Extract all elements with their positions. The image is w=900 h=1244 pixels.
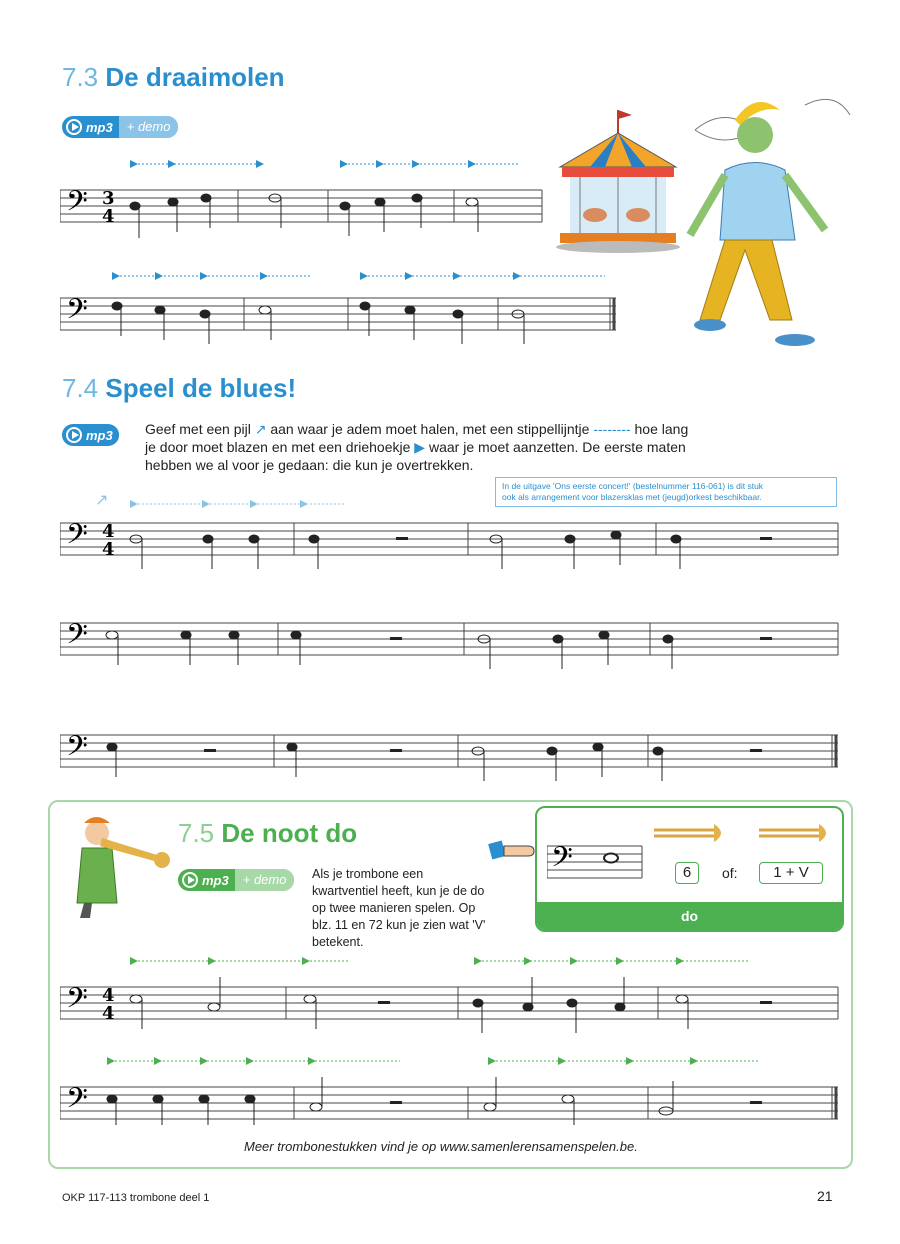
play-icon [66, 427, 82, 443]
dizzy-man-illustration [655, 75, 855, 360]
staff-7-3-line-2 [60, 260, 620, 345]
do-note-staff [547, 828, 647, 888]
svg-text:4: 4 [102, 539, 115, 560]
staff-7-5 [60, 945, 845, 1125]
section-7-5-title: 7.5 De noot do [178, 818, 358, 848]
trombone-player-illustration [62, 808, 172, 918]
svg-text:4: 4 [102, 1003, 115, 1024]
breath-arrow-icon: ↗ [254, 421, 267, 437]
section-7-4-title: 7.4 Speel de blues! [62, 373, 297, 403]
svg-text:4: 4 [102, 521, 115, 542]
trombone-position-icon [757, 816, 837, 846]
audio-badge-7-4[interactable]: mp3 [62, 424, 119, 446]
footer-publication: OKP 117-113 trombone deel 1 [62, 1192, 210, 1204]
audio-badge-7-3[interactable]: mp3 + demo [62, 116, 178, 138]
section-7-3-title: 7.3 De draaimolen [62, 62, 285, 92]
page-number: 21 [817, 1188, 833, 1204]
bass-clef-icon: 𝄢 [66, 293, 88, 333]
bass-clef-icon: 𝄢 [551, 841, 573, 881]
svg-text:↗: ↗ [95, 492, 109, 509]
audio-badge-7-5[interactable]: mp3 + demo [178, 869, 294, 891]
trombone-position-icon [652, 816, 732, 846]
more-pieces-link[interactable]: Meer trombonestukken vind je op www.samenlerensamenspelen.be. [244, 1139, 638, 1154]
bass-clef-icon: 𝄢 [66, 618, 88, 658]
triangle-icon: ▶ [414, 439, 426, 455]
do-explanation-text: Als je trombone een kwartventiel heeft, kun je de do op twee manieren spelen. Op blz. 11 en 72 kun je zien wat 'V' betekent. [312, 867, 486, 949]
svg-text:4: 4 [102, 985, 115, 1006]
or-label: of: [722, 865, 738, 881]
svg-text:3: 3 [102, 188, 115, 209]
note-box: In de uitgave 'Ons eerste concert!' (bestelnummer 116-061) is dit stuk ook als arrangement voor blazersklas met (jeugd)orkest beschikbaar. [495, 477, 837, 507]
bass-clef-icon: 𝄢 [66, 730, 88, 770]
bass-clef-icon: 𝄢 [66, 185, 88, 225]
svg-text:4: 4 [102, 206, 115, 227]
staff-7-3-line-1 [60, 150, 550, 240]
bass-clef-icon: 𝄢 [66, 518, 88, 558]
pointing-hand-icon [488, 836, 540, 868]
note-name-bar: do [537, 902, 842, 930]
instructions-text: Geef met een pijl ↗ aan waar je adem moet halen, met een stippellijntje -------- hoe lang je door moet blazen en met een driehoekje ▶ waar je moet aanzetten. De eerste maten hebben we al voor je gedaan: die kun je overtrekken. [145, 421, 689, 473]
position-number: 6 [675, 862, 699, 884]
bass-clef-icon: 𝄢 [66, 982, 88, 1022]
do-fingering-panel [535, 806, 844, 932]
position-number-alt: 1 + V [759, 862, 823, 884]
play-icon [66, 119, 82, 135]
bass-clef-icon: 𝄢 [66, 1082, 88, 1122]
staff-7-4 [60, 485, 845, 785]
play-icon [182, 872, 198, 888]
